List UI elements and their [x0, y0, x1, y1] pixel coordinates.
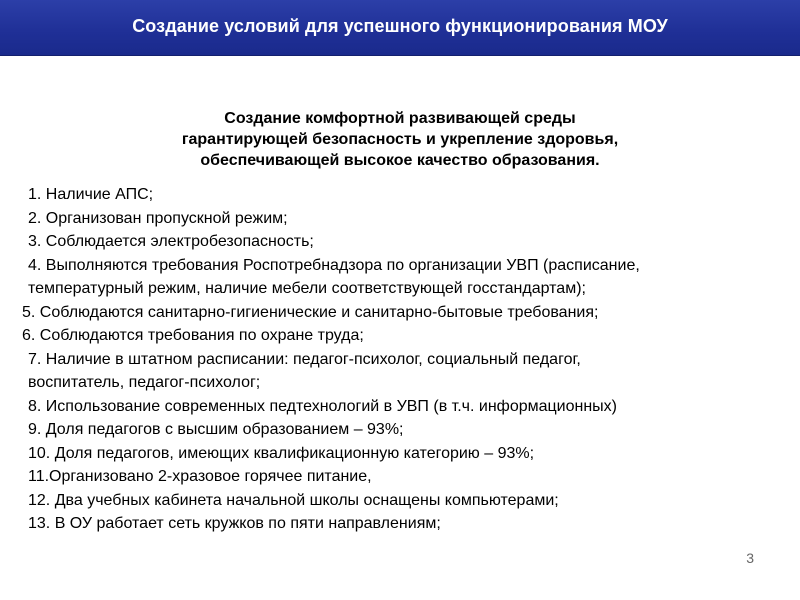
- subtitle-line: гарантирующей безопасность и укрепление здоровья,: [181, 131, 619, 148]
- list-item: 10. Доля педагогов, имеющих квалификационную категорию – 93%;: [28, 444, 535, 462]
- list-item: 13. В ОУ работает сеть кружков по пяти направлениям;: [28, 515, 441, 532]
- slide-subtitle: [80, 108, 720, 171]
- list-item: 5. Соблюдаются санитарно-гигиенические и санитарно-бытовые требования;: [22, 303, 599, 321]
- requirements-list: [22, 183, 800, 536]
- list-item: 7. Наличие в штатном расписании: педагог-психолог, социальный педагог,: [28, 350, 581, 368]
- slide-title: Создание условий для успешного функционирования МОУ: [132, 16, 668, 36]
- page-number: 3: [746, 550, 754, 566]
- list-item: 1. Наличие АПС;: [28, 186, 154, 203]
- list-item: 8. Использование современных педтехнологий в УВП (в т.ч. информационных): [28, 397, 618, 415]
- list-item: температурный режим, наличие мебели соответствующей госстандартам);: [28, 280, 586, 297]
- list-item: воспитатель, педагог-психолог;: [28, 374, 261, 391]
- list-item: 4. Выполняются требования Роспотребнадзора по организации УВП (расписание,: [28, 256, 640, 274]
- list-item: 12. Два учебных кабинета начальной школы оснащены компьютерами;: [28, 491, 559, 509]
- list-item: 3. Соблюдается электробезопасность;: [28, 233, 314, 250]
- list-item: 2. Организован пропускной режим;: [28, 209, 288, 227]
- list-item: 9. Доля педагогов с высшим образованием – 93%;: [28, 421, 404, 438]
- subtitle-line: обеспечивающей высокое качество образования.: [200, 152, 600, 169]
- subtitle-line: Создание комфортной развивающей среды: [224, 110, 576, 127]
- list-item: 11.Организовано 2-хразовое горячее питание,: [28, 468, 372, 485]
- list-item: 6. Соблюдаются требования по охране труда;: [22, 327, 364, 344]
